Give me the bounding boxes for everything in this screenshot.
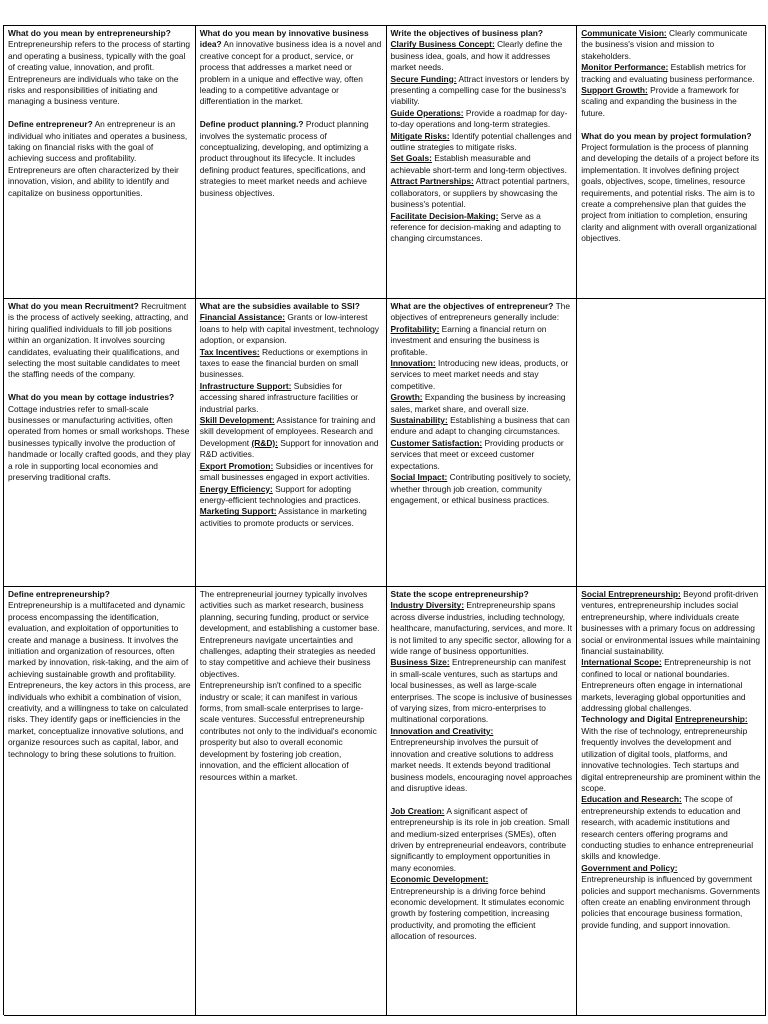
body-text: Entrepreneurship refers to the process of starting and operating a business, typically with the goal of creating value, innovation, and profit. Entrepreneurs are individuals who take on the risks and responsibilities of initiating and managing a business venture. — [8, 39, 191, 107]
question-heading: What do you mean by innovative business idea? — [199, 28, 369, 50]
term-label: Economic Development: — [390, 874, 489, 885]
body-text: Providing products or services that meet or exceed customer expectations. — [390, 437, 564, 471]
table-cell — [387, 587, 578, 1016]
term-label: Social Entrepreneurship: — [581, 589, 681, 599]
paragraph — [391, 28, 573, 39]
paragraph — [391, 392, 573, 415]
term-label: Industry Diversity: — [390, 600, 465, 611]
paragraph — [391, 874, 573, 885]
term-label: Government and Policy: — [581, 862, 678, 873]
term-label: Entrepreneurship: — [675, 714, 748, 725]
paragraph-gap — [581, 119, 761, 130]
table-cell — [577, 26, 766, 299]
term-label: Infrastructure Support: — [199, 380, 292, 391]
paragraph — [391, 438, 573, 472]
body-text: Clearly define the business idea, goals, and how it addresses market needs. — [390, 39, 563, 73]
table-cell — [4, 587, 196, 1016]
body-text: Establish metrics for tracking and evaluating business performance. — [581, 62, 755, 84]
body-text: Project formulation is the process of planning and developing the details of a project before its implementation. It involves defining project goals, objectives, scope, timelines, resource requirements, and potential risks. The aim is to create a comprehensive plan that guides the project from initiation to completion, ensuring clarity and alignment with overall organizational objectives. — [581, 142, 760, 244]
term-label: Attract Partnerships: — [390, 176, 474, 187]
term-label: Guide Operations: — [390, 107, 464, 118]
table-cell — [196, 26, 387, 299]
table-row — [4, 26, 766, 299]
body-text: Product planning involves the systematic process of conceptualizing, developing, and optimizing a product throughout its lifecycle. It includes defining product features, specifications, and strategies to meet market needs and achieve business objectives. — [199, 119, 369, 198]
body-text: Assistance in marketing activities to promote products or services. — [199, 506, 367, 528]
paragraph — [8, 680, 191, 760]
body-text: Provide a roadmap for day-to-day operations and long-term strategies. — [390, 107, 568, 130]
question-heading: State the scope entrepreneurship? — [390, 589, 529, 599]
term-label: Profitability: — [390, 323, 440, 334]
term-label: Mitigate Risks: — [390, 130, 450, 141]
paragraph — [200, 28, 382, 108]
table-cell — [387, 26, 578, 299]
table-cell — [196, 587, 387, 1016]
paragraph — [200, 381, 382, 415]
table-row — [4, 587, 766, 1016]
question-heading: Define entrepreneur? — [8, 119, 93, 130]
paragraph — [581, 28, 761, 62]
body-text: Establish measurable and achievable short-term and long-term objectives. — [390, 153, 567, 175]
body-text: Entrepreneurship involves the pursuit of innovation and creative solutions to address market needs. It extends beyond traditional business models, encouraging novel approaches and disruptive ideas. — [390, 737, 573, 793]
body-text: Attract investors or lenders by presenting a compelling case for the business's viability. — [390, 73, 570, 107]
paragraph — [200, 119, 382, 199]
question-heading: What do you mean Recruitment? — [8, 301, 139, 311]
paragraph — [391, 886, 573, 943]
paragraph — [581, 714, 761, 794]
body-text: Entrepreneurship can manifest in small-scale ventures, such as startups and local businesses, as well as large-scale enterprises. The scope is inclusive of businesses of varying sizes, from micro-enterprises to multinational corporations. — [390, 657, 572, 725]
body-text: With the rise of technology, entrepreneurship frequently involves the development and utilization of digital tools, platforms, and innovative technologies. Tech startups and digital entrepreneurship are prominent within the scope. — [581, 725, 761, 793]
paragraph — [8, 600, 191, 680]
paragraph — [391, 108, 573, 131]
table-cell — [577, 587, 766, 1016]
question-heading: What are the subsidies available to SSI? — [199, 301, 360, 311]
body-text: Earning a financial return on investment and ensuring the business is profitable. — [390, 323, 547, 357]
body-text: Subsidies or incentives for small businesses engaged in export activities. — [199, 460, 374, 483]
paragraph — [391, 324, 573, 358]
body-text: Entrepreneurship is influenced by government policies and support mechanisms. Governments often create an enabling environment through policies that encourage business formation, provide funding, and support innovation. — [581, 874, 760, 930]
table-cell — [577, 299, 766, 587]
term-label: Support Growth: — [581, 85, 648, 96]
term-label: Secure Funding: — [390, 73, 457, 84]
term-label: Monitor Performance: — [581, 62, 669, 73]
term-label: Business Size: — [390, 657, 450, 668]
table-cell — [4, 299, 196, 587]
paragraph — [391, 153, 573, 176]
paragraph — [581, 85, 761, 119]
paragraph — [391, 472, 573, 506]
paragraph — [391, 39, 573, 73]
term-label: Communicate Vision: — [581, 28, 667, 38]
table-cell — [4, 26, 196, 299]
term-label: Sustainability: — [390, 415, 448, 426]
term-label: Customer Satisfaction: — [390, 437, 483, 448]
term-label: Export Promotion: — [199, 460, 274, 471]
paragraph — [581, 131, 761, 245]
term-label: Set Goals: — [390, 153, 432, 164]
body-text: Entrepreneurs, the key actors in this process, are individuals who exhibit a combination of vision, creativity, and a willingness to take on calculated risks. They identify gaps or inefficiencies in the market, conceptualize innovative solutions, and organize resources such as capital, labor, and technology to bring these solutions to fruition. — [8, 680, 191, 759]
body-text: Expanding the business by increasing sales, market share, and overall size. — [390, 392, 566, 414]
term-label: Skill Development: — [199, 415, 275, 426]
body-text: Clearly communicate the business's vision and mission to stakeholders. — [581, 28, 748, 61]
paragraph — [200, 589, 382, 680]
table-cell — [387, 299, 578, 587]
paragraph — [200, 680, 382, 783]
body-text: Identify potential challenges and outline strategies to mitigate risks. — [390, 130, 572, 153]
paragraph — [200, 312, 382, 346]
term-label: Growth: — [390, 392, 423, 403]
question-heading: What do you mean by cottage industries? — [8, 392, 175, 403]
question-heading: Technology and Digital — [581, 714, 676, 725]
paragraph — [200, 301, 382, 312]
paragraph — [200, 484, 382, 507]
body-text: The entrepreneurial journey typically involves activities such as market research, business planning, securing funding, product or service development, and establishing a customer base. Entrepreneurs navigate uncertainties and challenges, adapting their strategies as needed to stay competitive and achieve their business objectives. — [199, 589, 380, 679]
body-text: Establishing a business that can endure and adapt to changing circumstances. — [390, 415, 570, 437]
paragraph — [8, 301, 191, 381]
paragraph — [391, 737, 573, 794]
paragraph — [200, 347, 382, 381]
body-text: Support for adopting energy-efficient technologies and practices. — [199, 483, 361, 505]
paragraph — [391, 806, 573, 874]
paragraph — [200, 506, 382, 529]
paragraph — [391, 415, 573, 438]
body-text: Assistance for training and skill development of employees. Research and Development — [199, 415, 376, 448]
term-label: Education and Research: — [581, 794, 682, 805]
body-text: Entrepreneurship is a multifaceted and dynamic process encompassing the identification, evaluation, and exploitation of opportunities to create and manage a business. It involves the initiation and organization of resources, often marked by innovation, risk-taking, and the aim of achieving sustainable growth and profitability. — [8, 600, 189, 679]
body-text: Provide a framework for scaling and expanding the business in the future. — [581, 85, 740, 118]
table-row — [4, 299, 766, 587]
body-text: Support for innovation and R&D activities. — [199, 437, 379, 460]
body-text: Grants or low-interest loans to help with capital investment, technology adoption, or expansion. — [199, 312, 379, 346]
paragraph — [581, 794, 761, 862]
paragraph — [391, 657, 573, 725]
body-text: Recruitment is the process of actively seeking, attracting, and hiring qualified individuals to fill job positions within an organization. It involves sourcing candidates, evaluating their qualifications, and selecting the most suitable candidates to meet the staffing needs of the company. — [8, 301, 189, 380]
question-heading: What do you mean by project formulation? — [581, 130, 752, 141]
term-label: Facilitate Decision-Making: — [390, 210, 499, 221]
paragraph — [8, 404, 191, 484]
paragraph — [8, 28, 191, 108]
paragraph — [391, 600, 573, 657]
paragraph-gap — [200, 108, 382, 119]
paragraph — [200, 461, 382, 484]
question-heading: What are the objectives of entrepreneur? — [390, 301, 554, 311]
paragraph-gap — [391, 794, 573, 805]
term-label: Marketing Support: — [199, 506, 277, 517]
term-label: Financial Assistance: — [199, 312, 286, 323]
term-label: Energy Efficiency: — [199, 483, 273, 494]
paragraph — [391, 358, 573, 392]
paragraph-gap — [8, 381, 191, 392]
paragraph — [8, 392, 191, 403]
body-text: Entrepreneurship isn't confined to a specific industry or scale; it can manifest in various forms, from small-scale enterprises to large-scale ventures. Successful entrepreneurship contributes not only to the individual's economic prosperity but also to overall economic development by fostering job creation, innovation, and the efficient allocation of resources within a market. — [199, 680, 377, 782]
body-text: Serve as a reference for decision-making and adapting to changing circumstances. — [390, 210, 561, 244]
body-text: Entrepreneurship is a driving force behind economic development. It stimulates economic growth by fostering competition, increasing productivity, and promoting the efficient allocation of resources. — [390, 885, 565, 942]
term-label: Innovation: — [390, 358, 436, 369]
paragraph-gap — [8, 108, 191, 119]
table-cell — [196, 299, 387, 587]
notes-table — [3, 25, 766, 1015]
question-heading: Define entrepreneurship? — [8, 589, 110, 599]
body-text: Introducing new ideas, products, or services to meet market needs and stay competitive. — [390, 358, 569, 391]
paragraph — [391, 211, 573, 245]
term-label: Social Impact: — [390, 472, 448, 483]
body-text: An innovative business idea is a novel and creative concept for a product, service, or process that addresses a market need or problem in a unique and effective way, often leading to a competitive advantage or differentiation in the market. — [199, 39, 382, 107]
paragraph — [8, 589, 191, 600]
term-label: Job Creation: — [390, 805, 445, 816]
body-text: Attract potential partners, collaborators, or suppliers by showcasing the business's potential. — [390, 176, 570, 210]
paragraph — [200, 415, 382, 461]
term-label: Clarify Business Concept: — [390, 39, 495, 50]
paragraph — [581, 657, 761, 714]
body-text: The objectives of entrepreneurs generally include: — [390, 301, 570, 323]
term-label: (R&D): — [251, 437, 278, 448]
question-heading: What do you mean by entrepreneurship? — [8, 28, 171, 38]
paragraph — [391, 726, 573, 737]
body-text: Reductions or exemptions in taxes to ease the financial burden on small businesses. — [199, 346, 368, 380]
body-text: The scope of entrepreneurship extends to education and research, with academic institutions and research centers offering programs and conducting studies to enhance entrepreneurial skills and knowledge. — [581, 794, 754, 862]
paragraph — [391, 589, 573, 600]
body-text: Entrepreneurship is not confined to local or national boundaries. Entrepreneurs often engage in international markets, leveraging global opportunities and addressing global challenges. — [581, 657, 751, 714]
paragraph — [581, 874, 761, 931]
body-text: An entrepreneur is an individual who initiates and operates a business, taking on financial risks with the goal of achieving success and profitability. Entrepreneurs are often characterized by their innovation, vision, and ability to identify and capitalize on business opportunities. — [8, 119, 188, 198]
term-label: Innovation and Creativity: — [390, 725, 494, 736]
paragraph — [391, 131, 573, 154]
body-text: A significant aspect of entrepreneurship is its role in job creation. Small and medium-sized enterprises (SMEs), often driven by entrepreneurial endeavors, contribute significantly to employment opportunities in many economies. — [390, 805, 570, 873]
paragraph — [581, 62, 761, 85]
paragraph — [391, 74, 573, 108]
question-heading: Write the objectives of business plan? — [390, 28, 543, 38]
body-text: Beyond profit-driven ventures, entrepreneurship includes social entrepreneurship, where individuals create businesses with a primary focus on addressing social or environmental issues while maintaining financial sustainability. — [581, 589, 761, 657]
body-text: Cottage industries refer to small-scale businesses or manufacturing activities, often operated from homes or small workshops. These businesses typically involve the production of handmade or locally crafted goods, and they play a role in supporting local economies and preserving traditional crafts. — [8, 403, 191, 483]
question-heading: Define product planning.? — [199, 119, 304, 130]
paragraph — [581, 589, 761, 657]
body-text: Contributing positively to society, whether through job creation, community engagement, or ethical business practices. — [390, 472, 571, 505]
body-text: Entrepreneurship spans across diverse industries, including technology, healthcare, manufacturing, services, and more. It is not limited to any specific sector, allowing for a wide range of business opportunities. — [390, 600, 573, 657]
term-label: Tax Incentives: — [199, 346, 260, 357]
paragraph — [581, 863, 761, 874]
paragraph — [391, 176, 573, 210]
paragraph — [8, 119, 191, 199]
paragraph — [391, 301, 573, 324]
term-label: International Scope: — [581, 657, 662, 668]
body-text: Subsidies for accessing shared infrastructure facilities or industrial parks. — [199, 380, 359, 414]
